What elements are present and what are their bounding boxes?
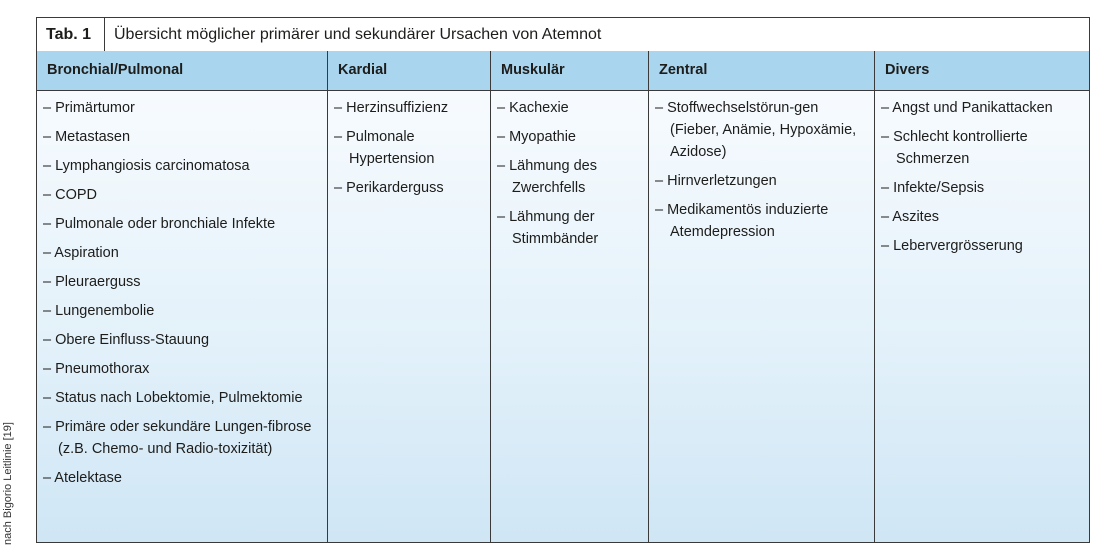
column-bronchial-pulmonal — [37, 91, 328, 542]
header-kardial: Kardial — [328, 51, 491, 90]
causes-table — [36, 17, 1090, 543]
list-item: – Lungenembolie — [43, 303, 155, 319]
list-item: – COPD — [43, 187, 97, 203]
header-muskulaer: Muskulär — [491, 51, 649, 90]
list-item: – Kachexie — [497, 100, 569, 116]
list-item: – Pleuraerguss — [43, 274, 141, 290]
column-zentral — [649, 91, 875, 542]
table-title: Übersicht möglicher primärer und sekundärer Ursachen von Atemnot — [114, 26, 602, 43]
list-item: – Lymphangiosis carcinomatosa — [43, 158, 250, 174]
list-item: – Myopathie — [497, 129, 576, 145]
source-note: nach Bigorio Leitlinie [19] — [2, 422, 14, 545]
list-item: – Primärtumor — [43, 100, 135, 116]
header-bronchial-pulmonal: Bronchial/Pulmonal — [37, 51, 328, 90]
table-number: Tab. 1 — [37, 18, 105, 51]
list-item: – Primäre oder sekundäre Lungen-fibrose (z.B. Chemo- und Radio-toxizität) — [43, 419, 312, 457]
list-item: – Pulmonale Hypertension — [334, 129, 435, 167]
list-item: – Angst und Panikattacken — [881, 100, 1053, 116]
list-item: – Perikarderguss — [334, 180, 444, 196]
list-item: – Aspiration — [43, 245, 119, 261]
list-item: – Lähmung der Stimmbänder — [497, 209, 599, 247]
column-muskulaer — [491, 91, 649, 542]
table-header-row — [37, 51, 1089, 91]
list-item: – Pulmonale oder bronchiale Infekte — [43, 216, 276, 232]
list-item: – Lebervergrösserung — [881, 238, 1023, 254]
list-item: – Obere Einfluss-Stauung — [43, 332, 210, 348]
list-item: – Metastasen — [43, 129, 131, 145]
list-item: – Hirnverletzungen — [655, 173, 777, 189]
list-item: – Stoffwechselstörun-gen (Fieber, Anämie, Hypoxämie, Azidose) — [655, 100, 857, 160]
list-item: – Schlecht kontrollierte Schmerzen — [881, 129, 1028, 167]
list-item: – Lähmung des Zwerchfells — [497, 158, 597, 196]
header-zentral: Zentral — [649, 51, 875, 90]
list-item: – Infekte/Sepsis — [881, 180, 985, 196]
column-kardial — [328, 91, 491, 542]
table-title-row — [37, 18, 1089, 52]
table-body-row — [37, 91, 1089, 542]
list-item: – Medikamentös induzierte Atemdepression — [655, 202, 829, 240]
column-divers — [875, 91, 1089, 542]
list-item: – Status nach Lobektomie, Pulmektomie — [43, 390, 303, 406]
list-item: – Herzinsuffizienz — [334, 100, 449, 116]
list-item: – Pneumothorax — [43, 361, 150, 377]
list-item: – Aszites — [881, 209, 940, 225]
list-item: – Atelektase — [43, 470, 122, 486]
header-divers: Divers — [885, 62, 930, 78]
